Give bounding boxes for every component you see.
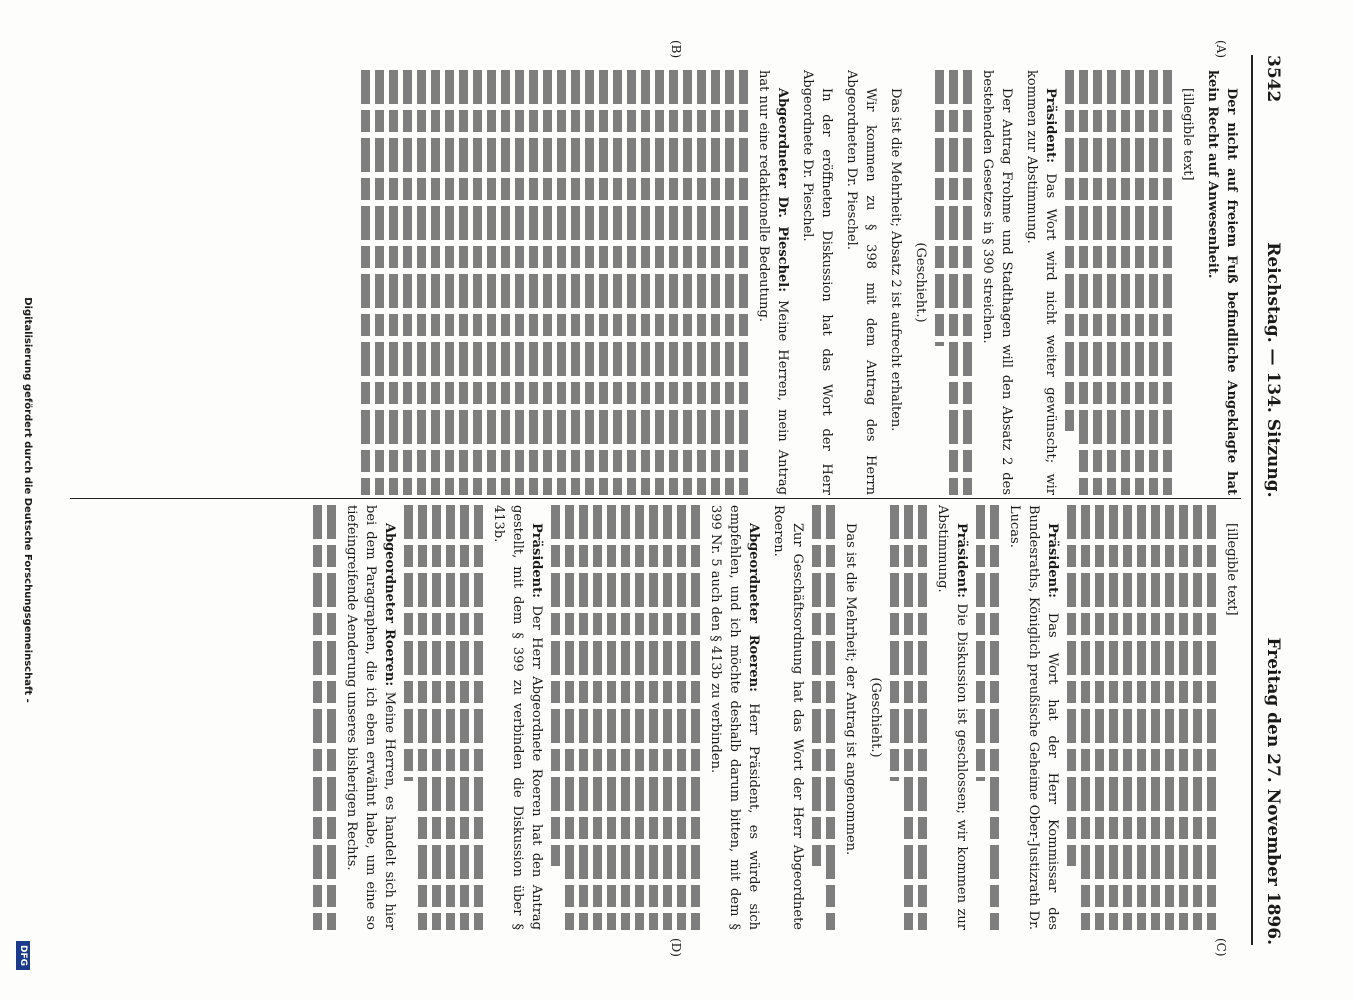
- text-line: [683, 70, 692, 495]
- paragraph: Abgeordneter Roeren: Meine Herren, es handelt sich hier bei dem Paragraphen, die ich eben erwähnt habe, um eine so tiefeingreifende Aenderung unseres bisherigen Rechts.: [344, 505, 397, 930]
- text-line: [459, 70, 468, 495]
- text-line: [949, 70, 958, 495]
- margin-marker-d: (D): [669, 938, 683, 957]
- text-line: [501, 70, 510, 495]
- text-line: [445, 70, 454, 495]
- text-line: [431, 70, 440, 495]
- margin-marker-b: (B): [669, 40, 683, 59]
- paragraph: [illegible text]: [1224, 523, 1239, 616]
- text-line: [571, 70, 580, 495]
- text-line: [327, 505, 336, 930]
- text-line: [655, 70, 664, 495]
- stage-note: (Geschieht.): [913, 242, 928, 323]
- text-line: [1193, 505, 1202, 930]
- text-line: [1079, 70, 1088, 495]
- paragraph: Der Antrag Frohme und Stadthagen will den Absatz 2 des bestehenden Gesetzes in § 390 streichen.: [980, 70, 1014, 495]
- text-line: [474, 505, 483, 930]
- text-line: [404, 505, 413, 781]
- text-line: [473, 70, 482, 495]
- text-line: [599, 70, 608, 495]
- text-line: [649, 505, 658, 930]
- speaker-label: Abgeordneter Dr. Pieschel:: [775, 88, 790, 293]
- paragraph: Präsident: Das Wort wird nicht weiter gewünscht; wir kommen zur Abstimmung.: [1024, 70, 1058, 495]
- text-line: [551, 505, 560, 866]
- page-number: 3542: [1263, 55, 1283, 103]
- text-line: [641, 70, 650, 495]
- column-divider: [70, 498, 1241, 499]
- text-line: [613, 70, 622, 495]
- text-line: [1149, 70, 1158, 495]
- text-line: [1151, 505, 1160, 930]
- dfg-logo: DFG: [16, 941, 30, 970]
- speaker-label: Präsident:: [1045, 523, 1060, 598]
- text-line: [1065, 70, 1074, 431]
- paragraph: Das ist die Mehrheit; Absatz 2 ist aufrecht erhalten.: [888, 88, 903, 432]
- text-line: [418, 505, 427, 930]
- text-line: [677, 505, 686, 930]
- margin-marker-c: (C): [1214, 938, 1228, 957]
- text-line: [1067, 505, 1076, 866]
- paragraph: Abgeordneter Dr. Pieschel: Meine Herren, mein Antrag hat nur eine redaktionelle Bedeutung.: [756, 70, 790, 495]
- paragraph: Präsident: Der Herr Abgeordnete Roeren hat den Antrag gestellt, mit dem § 399 zu verbinden die Diskussion über § 413b.: [491, 505, 544, 930]
- text-line: [313, 505, 322, 930]
- speaker-label: Präsident:: [954, 523, 969, 598]
- header-date: Freitag den 27. November 1896.: [1263, 637, 1283, 945]
- text-line: [826, 505, 835, 930]
- text-line: [691, 505, 700, 930]
- text-line: [1121, 70, 1130, 495]
- text-line: [1123, 505, 1132, 930]
- text-line: [515, 70, 524, 495]
- text-line: [663, 505, 672, 930]
- text-line: [1109, 505, 1118, 930]
- lead-paragraph: Der nicht auf freiem Fuß befindliche Angeklagte hat kein Recht auf Anwesenheit.: [1205, 70, 1239, 495]
- digitization-credit: Digitalisierung gefördert durch die Deutsche Forschungsgemeinschaft -: [22, 297, 33, 703]
- text-line: [1095, 505, 1104, 930]
- text-line: [361, 70, 370, 495]
- text-line: [935, 70, 944, 346]
- text-line: [1107, 70, 1116, 495]
- text-line: [1081, 505, 1090, 930]
- text-line: [585, 70, 594, 495]
- text-line: [890, 505, 899, 781]
- text-line: [918, 505, 927, 930]
- right-column: [70, 505, 1241, 930]
- text-line: [1179, 505, 1188, 930]
- paragraph: Präsident: Die Diskussion ist geschlossen; wir kommen zur Abstimmung.: [935, 505, 969, 930]
- text-line: [446, 505, 455, 930]
- margin-marker-a: (A): [1214, 40, 1228, 59]
- text-line: [579, 505, 588, 930]
- text-line: [432, 505, 441, 930]
- text-line: [1163, 70, 1172, 495]
- text-line: [963, 70, 972, 495]
- text-line: [635, 505, 644, 930]
- text-line: [389, 70, 398, 495]
- text-line: [1137, 505, 1146, 930]
- speaker-label: Abgeordneter Roeren:: [382, 523, 397, 687]
- left-column: [70, 70, 1241, 495]
- page-header: [1251, 55, 1283, 945]
- text-line: [697, 70, 706, 495]
- speaker-label: Präsident:: [529, 523, 544, 598]
- paragraph: Das ist die Mehrheit; der Antrag ist angenommen.: [843, 523, 858, 856]
- text-line: [725, 70, 734, 495]
- text-line: [739, 70, 748, 495]
- paragraph: Abgeordneter Roeren: Herr Präsident, es würde sich empfehlen, und ich möchte deshalb darum bitten, mit dem § 399 Nr. 5 auch den § 413b zu verbinden.: [708, 505, 761, 930]
- text-line: [565, 505, 574, 930]
- text-line: [627, 70, 636, 495]
- text-line: [1135, 70, 1144, 495]
- text-line: [1207, 505, 1216, 930]
- text-line: [417, 70, 426, 495]
- paragraph: Wir kommen zu § 398 mit dem Antrag des Herrn Abgeordneten Dr. Pieschel.: [844, 70, 878, 495]
- text-line: [403, 70, 412, 495]
- header-session: Reichstag. — 134. Sitzung.: [1263, 242, 1283, 498]
- paragraph: [illegible text]: [1180, 88, 1195, 181]
- text-line: [1165, 505, 1174, 930]
- text-line: [711, 70, 720, 495]
- text-line: [976, 505, 985, 781]
- text-line: [557, 70, 566, 495]
- paragraph: In der eröffneten Diskussion hat das Wort der Herr Abgeordnete Dr. Pieschel.: [800, 70, 834, 495]
- text-line: [812, 505, 821, 866]
- text-line: [904, 505, 913, 930]
- text-line: [529, 70, 538, 495]
- text-line: [543, 70, 552, 495]
- text-line: [990, 505, 999, 930]
- speaker-label: Abgeordneter Roeren:: [746, 523, 761, 692]
- text-line: [1093, 70, 1102, 495]
- text-line: [487, 70, 496, 495]
- text-line: [607, 505, 616, 930]
- text-line: [375, 70, 384, 495]
- speaker-label: Präsident:: [1043, 88, 1058, 163]
- text-line: [460, 505, 469, 930]
- text-line: [593, 505, 602, 930]
- stage-note: (Geschieht.): [868, 677, 883, 758]
- text-line: [621, 505, 630, 930]
- text-line: [669, 70, 678, 495]
- paragraph: Zur Geschäftsordnung hat das Wort der Herr Abgeordnete Roeren.: [771, 505, 805, 930]
- paragraph: Präsident: Das Wort hat der Herr Kommissar des Bundesraths, Königlich preußische Geheime Ober-Justizrath Dr. Lucas.: [1007, 505, 1060, 930]
